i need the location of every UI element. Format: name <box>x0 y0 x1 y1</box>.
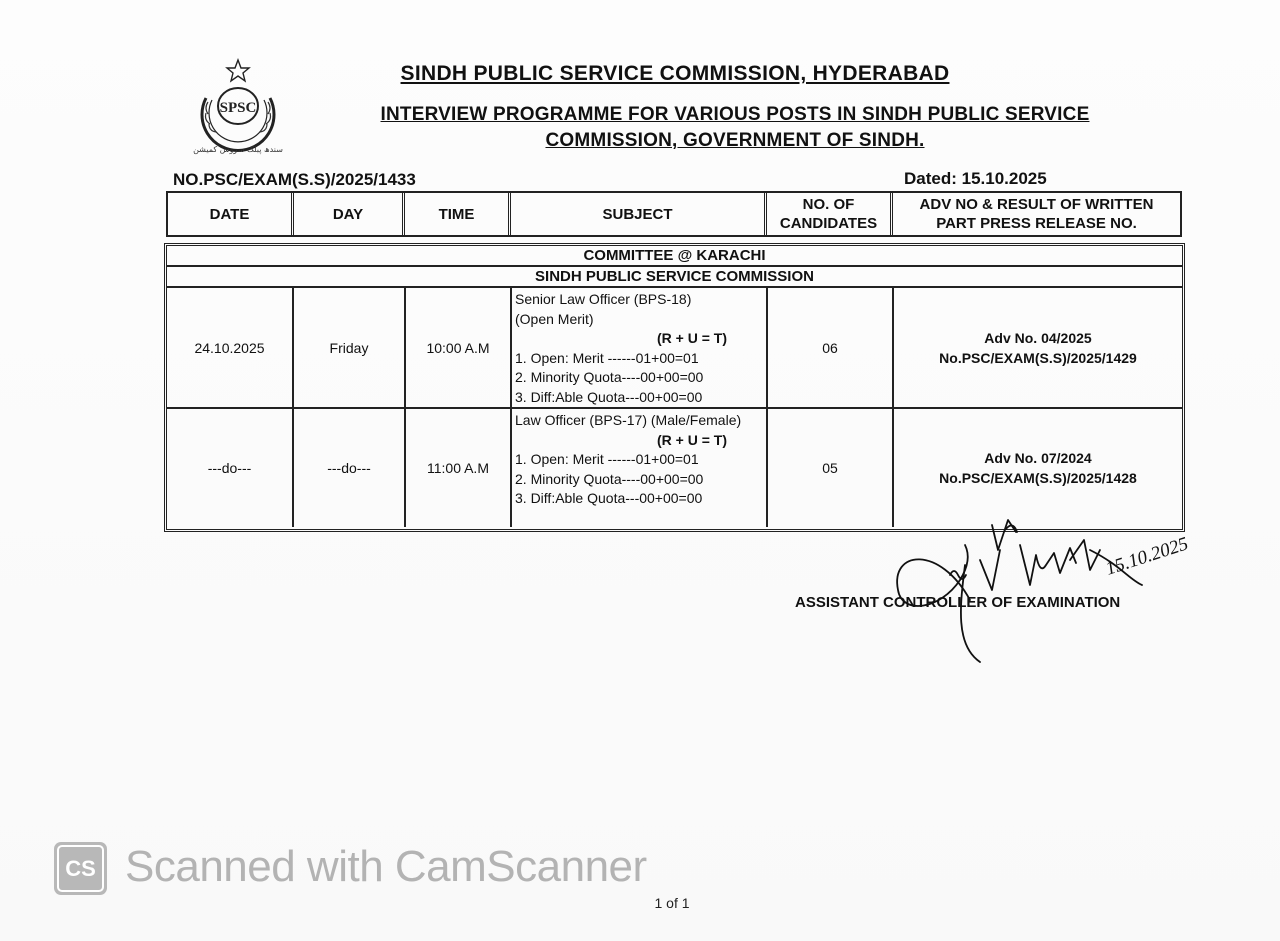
col-header-subject: SUBJECT <box>511 193 767 235</box>
quota-diffable: 3. Diff:Able Quota---00+00=00 <box>515 490 703 506</box>
col-header-candidates-line1: NO. OF <box>802 196 855 213</box>
svg-text:SPSC: SPSC <box>219 100 257 116</box>
adv-number: Adv No. 04/2025 <box>984 329 1092 346</box>
row-subject <box>512 409 768 527</box>
camscanner-logo-icon <box>52 840 109 897</box>
row-adv <box>894 288 1182 407</box>
programme-title <box>320 102 1150 154</box>
row-subject <box>512 288 768 407</box>
press-release-number: No.PSC/EXAM(S.S)/2025/1429 <box>939 349 1137 366</box>
adv-number: Adv No. 07/2024 <box>984 450 1092 466</box>
col-header-adv-line1: ADV NO & RESULT OF WRITTEN <box>919 196 1154 213</box>
signer-title: ASSISTANT CONTROLLER OF EXAMINATION <box>795 594 1121 611</box>
row-day: Friday <box>294 288 406 407</box>
row-candidates: 06 <box>768 288 894 407</box>
programme-title-line1: INTERVIEW PROGRAMME FOR VARIOUS POSTS IN SINDH PUBLIC SERVICE <box>380 104 1090 125</box>
row-time: 10:00 A.M <box>406 288 512 407</box>
page-count: 1 of 1 <box>654 895 690 911</box>
svg-text:15.10.2025: 15.10.2025 <box>1103 533 1191 580</box>
col-header-date: DATE <box>168 193 294 235</box>
quota-open-merit: 1. Open: Merit ------01+00=01 <box>515 451 699 467</box>
subject-note: (Open Merit) <box>515 310 594 327</box>
quota-minority: 2. Minority Quota----00+00=00 <box>515 470 704 487</box>
col-header-candidates-line2: CANDIDATES <box>779 215 878 232</box>
svg-text:CS: CS <box>65 856 96 881</box>
reference-number: NO.PSC/EXAM(S.S)/2025/1433 <box>173 170 416 189</box>
venue-heading: SINDH PUBLIC SERVICE COMMISSION <box>167 267 1182 288</box>
row-candidates: 05 <box>768 409 894 527</box>
spsc-logo-icon <box>186 58 290 162</box>
subject-title: Senior Law Officer (BPS-18) <box>515 291 692 307</box>
schedule-table <box>164 243 1185 532</box>
subject-formula: (R + U = T) <box>656 330 727 346</box>
press-release-number: No.PSC/EXAM(S.S)/2025/1428 <box>939 470 1137 486</box>
col-header-candidates <box>767 193 893 235</box>
quota-diffable: 3. Diff:Able Quota---00+00=00 <box>515 388 703 405</box>
table-header <box>166 191 1182 237</box>
col-header-adv <box>893 193 1180 235</box>
col-header-adv-line2: PART PRESS RELEASE NO. <box>936 215 1137 232</box>
svg-text:سندھ پبلک سروس کمیشن: سندھ پبلک سروس کمیشن <box>193 145 283 154</box>
row-day: ---do--- <box>294 409 406 527</box>
quota-open-merit: 1. Open: Merit ------01+00=01 <box>515 349 699 366</box>
row-date: 24.10.2025 <box>167 288 294 407</box>
row-time: 11:00 A.M <box>406 409 512 527</box>
col-header-time: TIME <box>405 193 511 235</box>
committee-heading: COMMITTEE @ KARACHI <box>167 246 1182 267</box>
signature-icon <box>880 505 1220 670</box>
programme-title-line2: COMMISSION, GOVERNMENT OF SINDH. <box>545 130 925 151</box>
dated-label: Dated: 15.10.2025 <box>904 169 1047 188</box>
subject-title: Law Officer (BPS-17) (Male/Female) <box>515 412 742 428</box>
quota-minority: 2. Minority Quota----00+00=00 <box>515 369 704 385</box>
table-row <box>167 288 1182 409</box>
col-header-day: DAY <box>294 193 405 235</box>
row-date: ---do--- <box>167 409 294 527</box>
subject-formula: (R + U = T) <box>656 431 727 448</box>
camscanner-watermark: Scanned with CamScanner <box>125 842 647 891</box>
org-title: SINDH PUBLIC SERVICE COMMISSION, HYDERABAD <box>400 62 950 85</box>
